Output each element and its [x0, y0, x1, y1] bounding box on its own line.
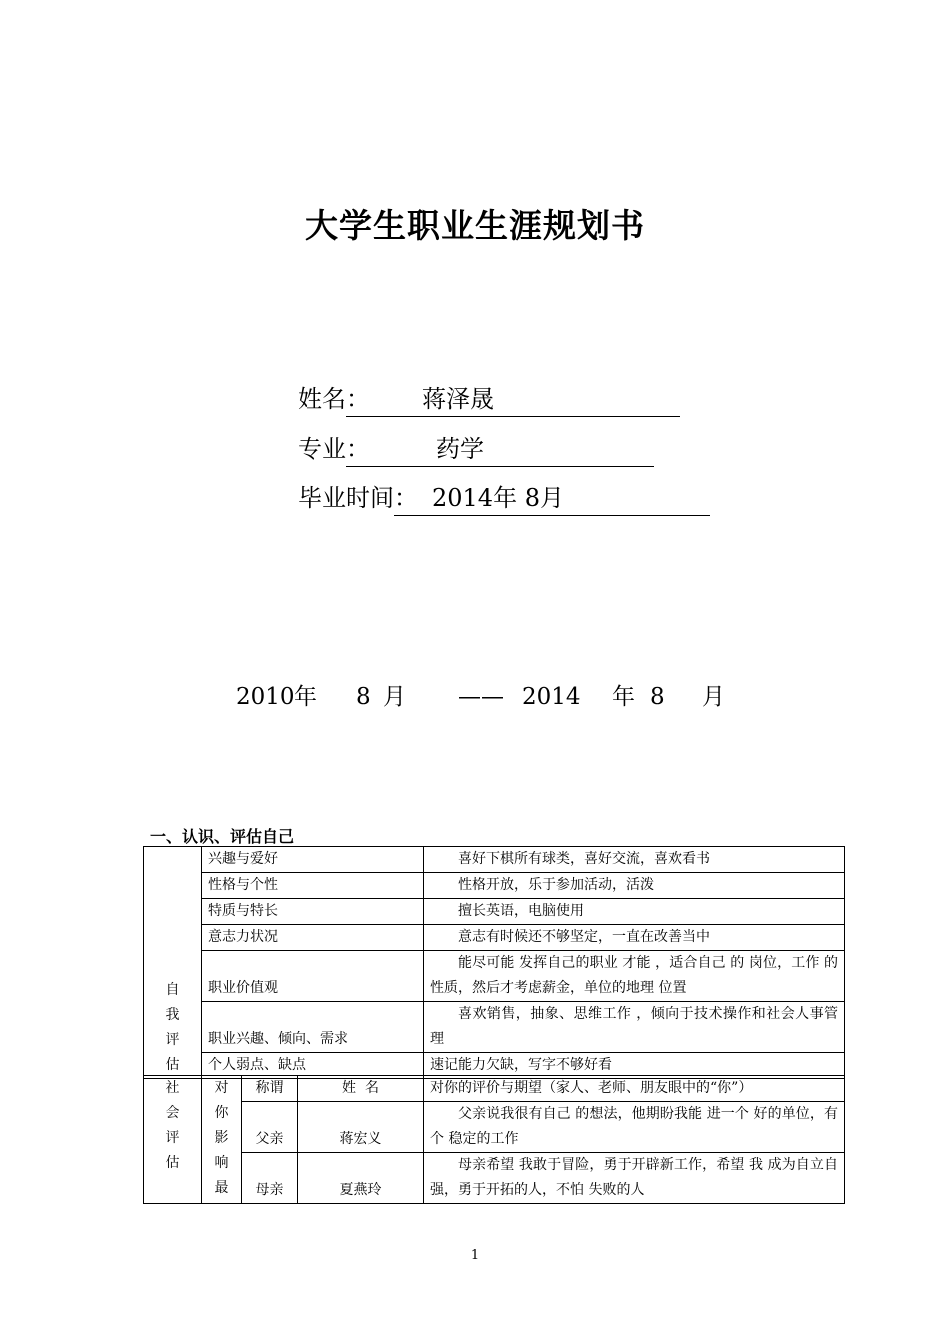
name-cell: 蒋宏义	[298, 1102, 424, 1153]
start-month: 8	[356, 684, 371, 710]
end-month: 8	[650, 684, 665, 710]
name-header: 姓 名	[298, 1076, 424, 1102]
graduation-label: 毕业时间	[298, 484, 394, 512]
relation-cell: 母亲	[242, 1153, 298, 1204]
document-title: 大学生职业生涯规划书	[305, 206, 645, 245]
name-label: 姓名	[298, 385, 346, 413]
row-label: 兴趣与爱好	[202, 847, 424, 873]
page-number: 1	[470, 1248, 480, 1263]
comment-header: 对你的评价与期望（家人、老师、朋友眼中的“你”）	[424, 1076, 845, 1102]
row-label: 意志力状况	[202, 925, 424, 951]
relation-cell: 父亲	[242, 1102, 298, 1153]
table-row	[144, 1153, 845, 1204]
major-label: 专业	[298, 435, 346, 463]
major-colon: ：	[346, 432, 370, 467]
relation-header: 称谓	[242, 1076, 298, 1102]
name-colon: ：	[346, 382, 370, 417]
major-value: 药学	[370, 432, 654, 467]
row-value: 性格开放，乐于参加活动，活泼	[424, 873, 845, 899]
table-row	[144, 873, 845, 899]
comment-cell: 父亲说我很有自己 的想法，他期盼我能 进一个 好的单位，有个 稳定的工作	[424, 1102, 845, 1153]
start-year-char: 年	[294, 684, 317, 710]
row-value: 擅长英语，电脑使用	[424, 899, 845, 925]
self-assessment-group-label: 自 我 评 估	[144, 847, 202, 1079]
end-month-char: 月	[702, 684, 725, 710]
self-assessment-table	[143, 846, 845, 1079]
major-row	[298, 432, 654, 466]
table-row	[144, 1102, 845, 1153]
table-row	[144, 951, 845, 1002]
influence-group-label: 对 你 影 响 最	[202, 1076, 242, 1204]
social-assessment-table	[143, 1075, 845, 1204]
graduation-value: 2014年 8月	[418, 481, 710, 516]
graduation-colon: ：	[394, 481, 418, 516]
start-year: 2010	[236, 684, 295, 710]
row-label: 职业兴趣、倾向、需求	[202, 1002, 424, 1053]
table-row	[144, 899, 845, 925]
name-value: 蒋泽晟	[370, 382, 680, 417]
table-row	[144, 847, 845, 873]
end-year-char: 年	[612, 684, 635, 710]
period-dash: ——	[458, 684, 504, 710]
section-heading: 一、认识、评估自己	[150, 827, 295, 846]
end-year: 2014	[522, 684, 581, 710]
row-label: 特质与特长	[202, 899, 424, 925]
row-value: 喜好下棋所有球类，喜好交流，喜欢看书	[424, 847, 845, 873]
social-assessment-group-label: 社 会 评 估	[144, 1076, 202, 1204]
comment-cell: 母亲希望 我敢于冒险，勇于开辟新工作，希望 我 成为自立自强，勇于开拓的人，不怕 失败的人	[424, 1153, 845, 1204]
row-value: 能尽可能 发挥自己的职业 才能 ，适合自己 的 岗位，工作 的 性质，然后才考虑薪金，单位的地理 位置	[424, 951, 845, 1002]
row-value: 喜欢销售，抽象、思维工作 ，倾向于技术操作和社会人事管理	[424, 1002, 845, 1053]
name-cell: 夏燕玲	[298, 1153, 424, 1204]
graduation-row	[298, 481, 710, 515]
row-value: 意志有时候还不够坚定，一直在改善当中	[424, 925, 845, 951]
table-row	[144, 1002, 845, 1053]
row-label: 职业价值观	[202, 951, 424, 1002]
row-label: 个人弱点、缺点	[202, 1053, 424, 1079]
row-value: 速记能力欠缺，写字不够好看	[424, 1053, 845, 1079]
name-row	[298, 382, 680, 416]
table-row	[144, 925, 845, 951]
row-label: 性格与个性	[202, 873, 424, 899]
start-month-char: 月	[383, 684, 406, 710]
table-row	[144, 1076, 845, 1102]
